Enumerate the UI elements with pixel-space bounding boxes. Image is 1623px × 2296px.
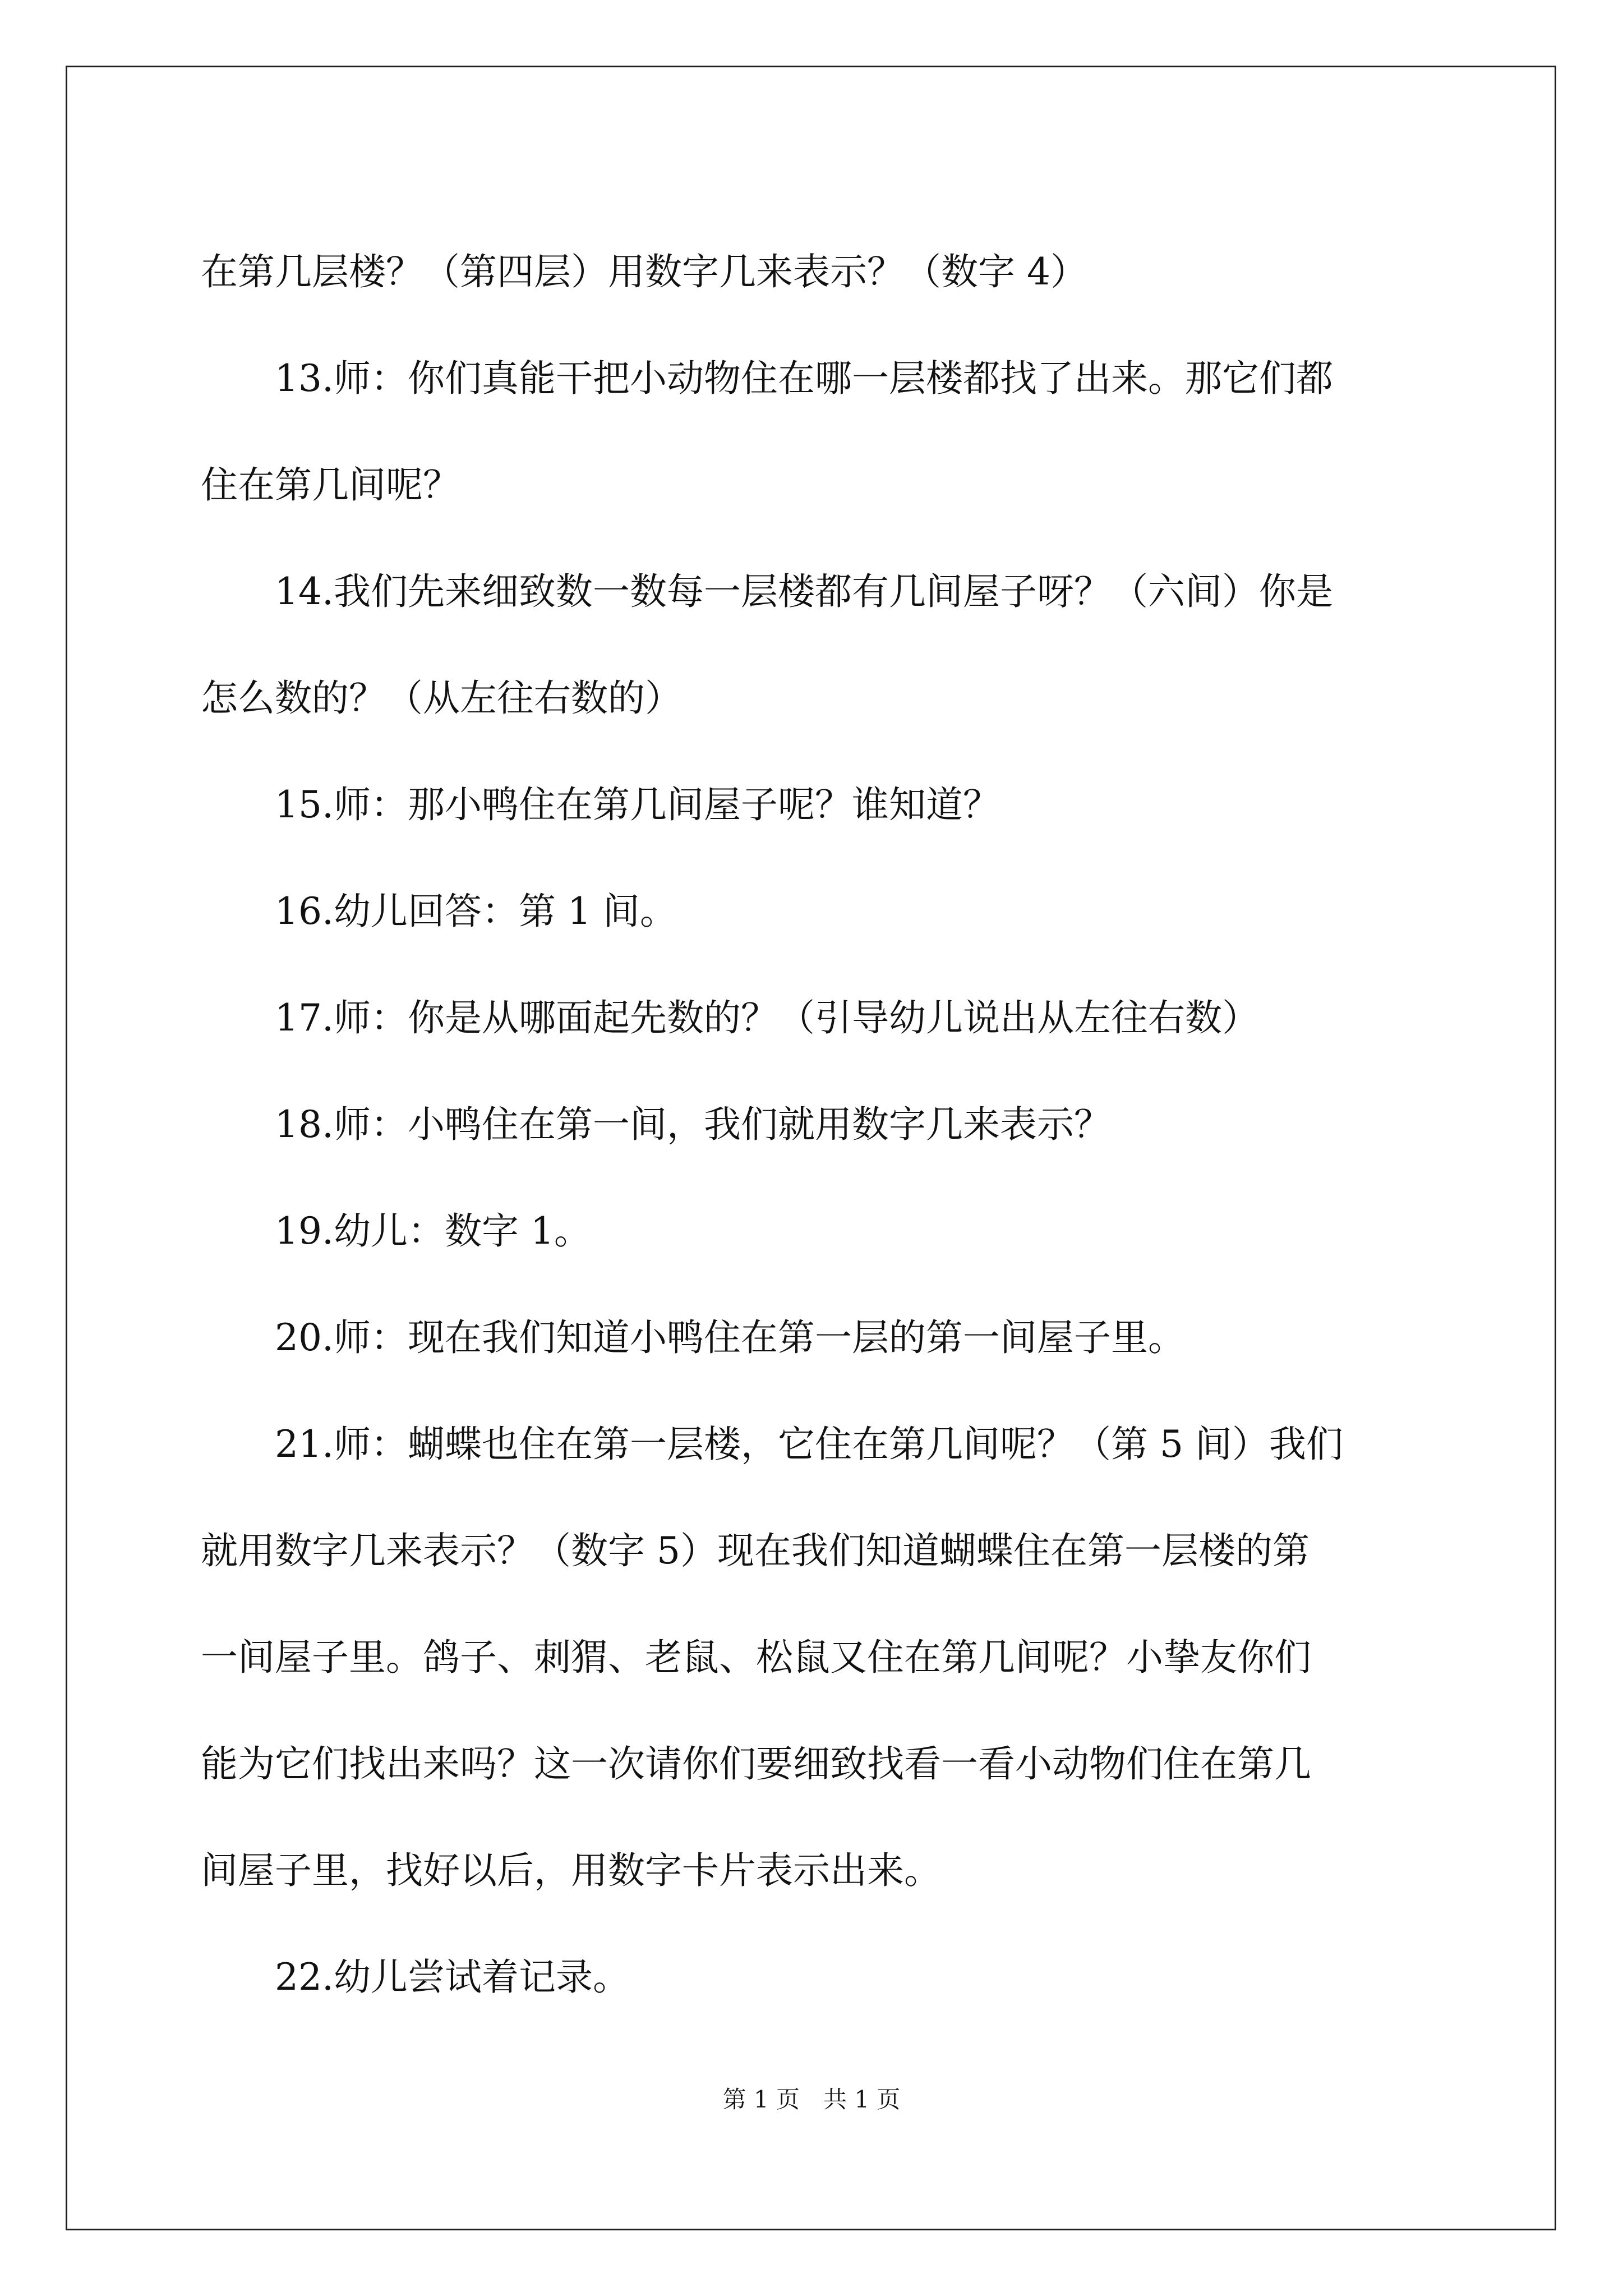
document-body <box>201 219 1429 2031</box>
text-line: 间屋子里，找好以后，用数字卡片表示出来。 <box>201 1849 941 1892</box>
text-line: 17.师：你是从哪面起先数的？（引导幼儿说出从左往右数） <box>275 996 1259 1039</box>
text-line: 18.师：小鸭住在第一间，我们就用数字几来表示？ <box>275 1103 1111 1146</box>
text-line: 怎么数的？（从左往右数的） <box>201 677 682 720</box>
text-line: 19.幼儿：数字 1。 <box>275 1209 591 1253</box>
text-line: 16.幼儿回答：第 1 间。 <box>275 890 677 933</box>
text-line: 14.我们先来细致数一数每一层楼都有几间屋子呀？（六间）你是 <box>275 570 1333 613</box>
text-line: 22.幼儿尝试着记录。 <box>275 1955 630 1999</box>
text-line: 20.师：现在我们知道小鸭住在第一层的第一间屋子里。 <box>275 1316 1185 1359</box>
text-line: 就用数字几来表示？（数字 5）现在我们知道蝴蝶住在第一层楼的第 <box>201 1529 1310 1572</box>
page-number-footer: 第 1 页 共 1 页 <box>722 2086 901 2113</box>
text-line: 能为它们找出来吗？这一次请你们要细致找看一看小动物们住在第几 <box>201 1742 1311 1786</box>
text-line: 住在第几间呢？ <box>201 463 460 507</box>
text-line: 15.师：那小鸭住在第几间屋子呢？谁知道？ <box>275 783 1000 826</box>
text-line: 21.师：蝴蝶也住在第一层楼，它住在第几间呢？（第 5 间）我们 <box>275 1423 1343 1466</box>
text-line: 13.师：你们真能干把小动物住在哪一层楼都找了出来。那它们都 <box>275 357 1333 400</box>
text-line: 在第几层楼？（第四层）用数字几来表示？（数字 4） <box>201 250 1087 293</box>
text-line: 一间屋子里。鸽子、刺猬、老鼠、松鼠又住在第几间呢？小挚友你们 <box>201 1636 1311 1679</box>
